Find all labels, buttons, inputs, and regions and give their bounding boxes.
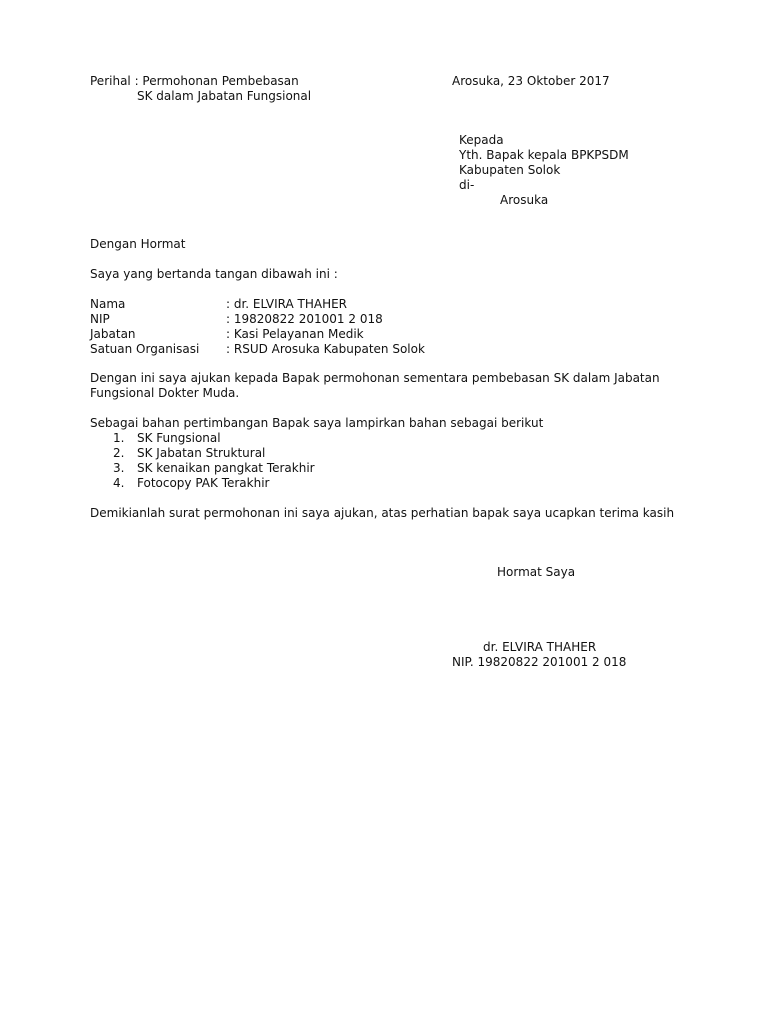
intro-text: Saya yang bertanda tangan dibawah ini : [90, 267, 338, 281]
list-item [0, 461, 768, 476]
list-text: SK Fungsional [137, 431, 221, 445]
list-number: 3. [113, 461, 125, 475]
list-number: 4. [113, 476, 125, 490]
identity-label: Satuan Organisasi [90, 342, 200, 356]
attachments-intro: Sebagai bahan pertimbangan Bapak saya lampirkan bahan sebagai berikut [90, 416, 544, 430]
identity-row [0, 342, 768, 357]
recipient-line: Kabupaten Solok [459, 163, 561, 177]
recipient-line: Kepada [459, 133, 504, 147]
list-number: 2. [113, 446, 125, 460]
request-paragraph-line: Fungsional Dokter Muda. [90, 386, 240, 400]
place-date: Arosuka, 23 Oktober 2017 [452, 74, 610, 88]
list-number: 1. [113, 431, 125, 445]
identity-value: : Kasi Pelayanan Medik [226, 327, 364, 341]
identity-value: : 19820822 201001 2 018 [226, 312, 383, 326]
signature-salutation: Hormat Saya [497, 565, 576, 579]
identity-label: Jabatan [90, 327, 136, 341]
signer-nip: NIP. 19820822 201001 2 018 [452, 655, 627, 669]
identity-row [0, 327, 768, 342]
signer-name: dr. ELVIRA THAHER [483, 640, 597, 654]
identity-label: NIP [90, 312, 110, 326]
subject-line-1: Perihal : Permohonan Pembebasan [90, 74, 299, 88]
recipient-line: Yth. Bapak kepala BPKPSDM [459, 148, 629, 162]
closing-text: Demikianlah surat permohonan ini saya ajukan, atas perhatian bapak saya ucapkan terima kasih [90, 506, 675, 520]
identity-row [0, 297, 768, 312]
identity-row [0, 312, 768, 327]
recipient-line: Arosuka [500, 193, 549, 207]
identity-value: : RSUD Arosuka Kabupaten Solok [226, 342, 425, 356]
recipient-line: di- [459, 178, 475, 192]
list-item [0, 431, 768, 446]
list-text: SK Jabatan Struktural [137, 446, 266, 460]
subject-line-2: SK dalam Jabatan Fungsional [137, 89, 312, 103]
identity-value: : dr. ELVIRA THAHER [226, 297, 348, 311]
list-item [0, 446, 768, 461]
list-text: Fotocopy PAK Terakhir [137, 476, 270, 490]
list-item [0, 476, 768, 491]
identity-label: Nama [90, 297, 126, 311]
list-text: SK kenaikan pangkat Terakhir [137, 461, 315, 475]
request-paragraph-line: Dengan ini saya ajukan kepada Bapak permohonan sementara pembebasan SK dalam Jabatan [90, 371, 660, 385]
greeting: Dengan Hormat [90, 237, 186, 251]
